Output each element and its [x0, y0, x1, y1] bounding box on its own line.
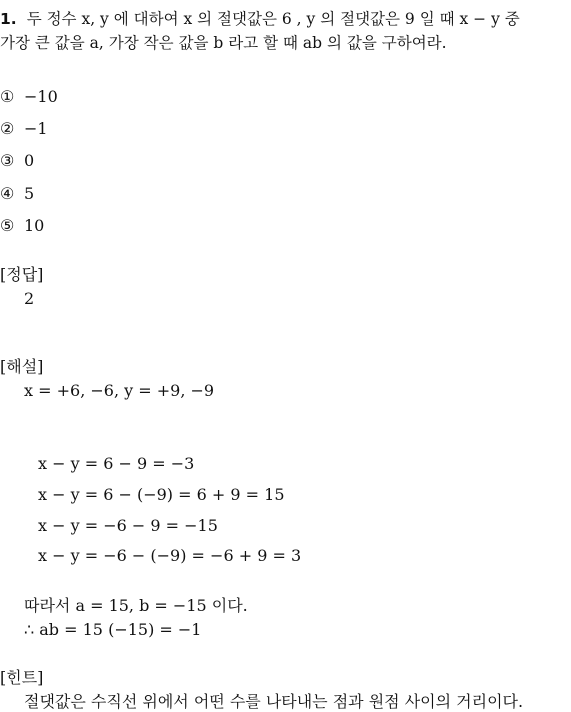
option-3-mark: ③	[0, 151, 15, 170]
hint-text: 절댓값은 수직선 위에서 어떤 수를 나타내는 점과 원점 사이의 거리이다.	[24, 692, 524, 711]
option-2-text: −1	[24, 119, 48, 138]
option-1[interactable]	[0, 87, 58, 106]
answer-header: [정답]	[0, 265, 44, 284]
equation-4: x − y = −6 − (−9) = −6 + 9 = 3	[38, 546, 302, 565]
question-number: 1.	[0, 10, 17, 28]
option-1-text: −10	[24, 87, 58, 106]
conclusion-1: 따라서 a = 15, b = −15 이다.	[24, 596, 248, 615]
option-5-mark: ⑤	[0, 216, 15, 235]
option-3-text: 0	[24, 151, 35, 170]
explanation-header: [해설]	[0, 357, 44, 376]
option-5-text: 10	[24, 216, 45, 235]
option-3[interactable]	[0, 151, 34, 170]
option-2-mark: ②	[0, 119, 15, 138]
hint-header: [힌트]	[0, 668, 44, 687]
option-4-mark: ④	[0, 184, 15, 203]
question-line-1	[0, 6, 520, 33]
option-4[interactable]	[0, 184, 34, 203]
option-1-mark: ①	[0, 87, 15, 106]
explanation-line-1: x = +6, −6, y = +9, −9	[24, 381, 215, 400]
question-text-1: 두 정수 x, y 에 대하여 x 의 절댓값은 6 , y 의 절댓값은 9 일 때 x − y 중	[26, 10, 520, 28]
equation-3: x − y = −6 − 9 = −15	[38, 516, 218, 535]
equation-2: x − y = 6 − (−9) = 6 + 9 = 15	[38, 485, 285, 504]
equation-1: x − y = 6 − 9 = −3	[38, 454, 195, 473]
option-2[interactable]	[0, 119, 48, 138]
answer-value: 2	[24, 289, 35, 308]
conclusion-2: ∴ ab = 15 (−15) = −1	[24, 620, 202, 639]
option-5[interactable]	[0, 216, 44, 235]
option-4-text: 5	[24, 184, 35, 203]
question-line-2: 가장 큰 값을 a, 가장 작은 값을 b 라고 할 때 ab 의 값을 구하여라.	[0, 34, 447, 52]
